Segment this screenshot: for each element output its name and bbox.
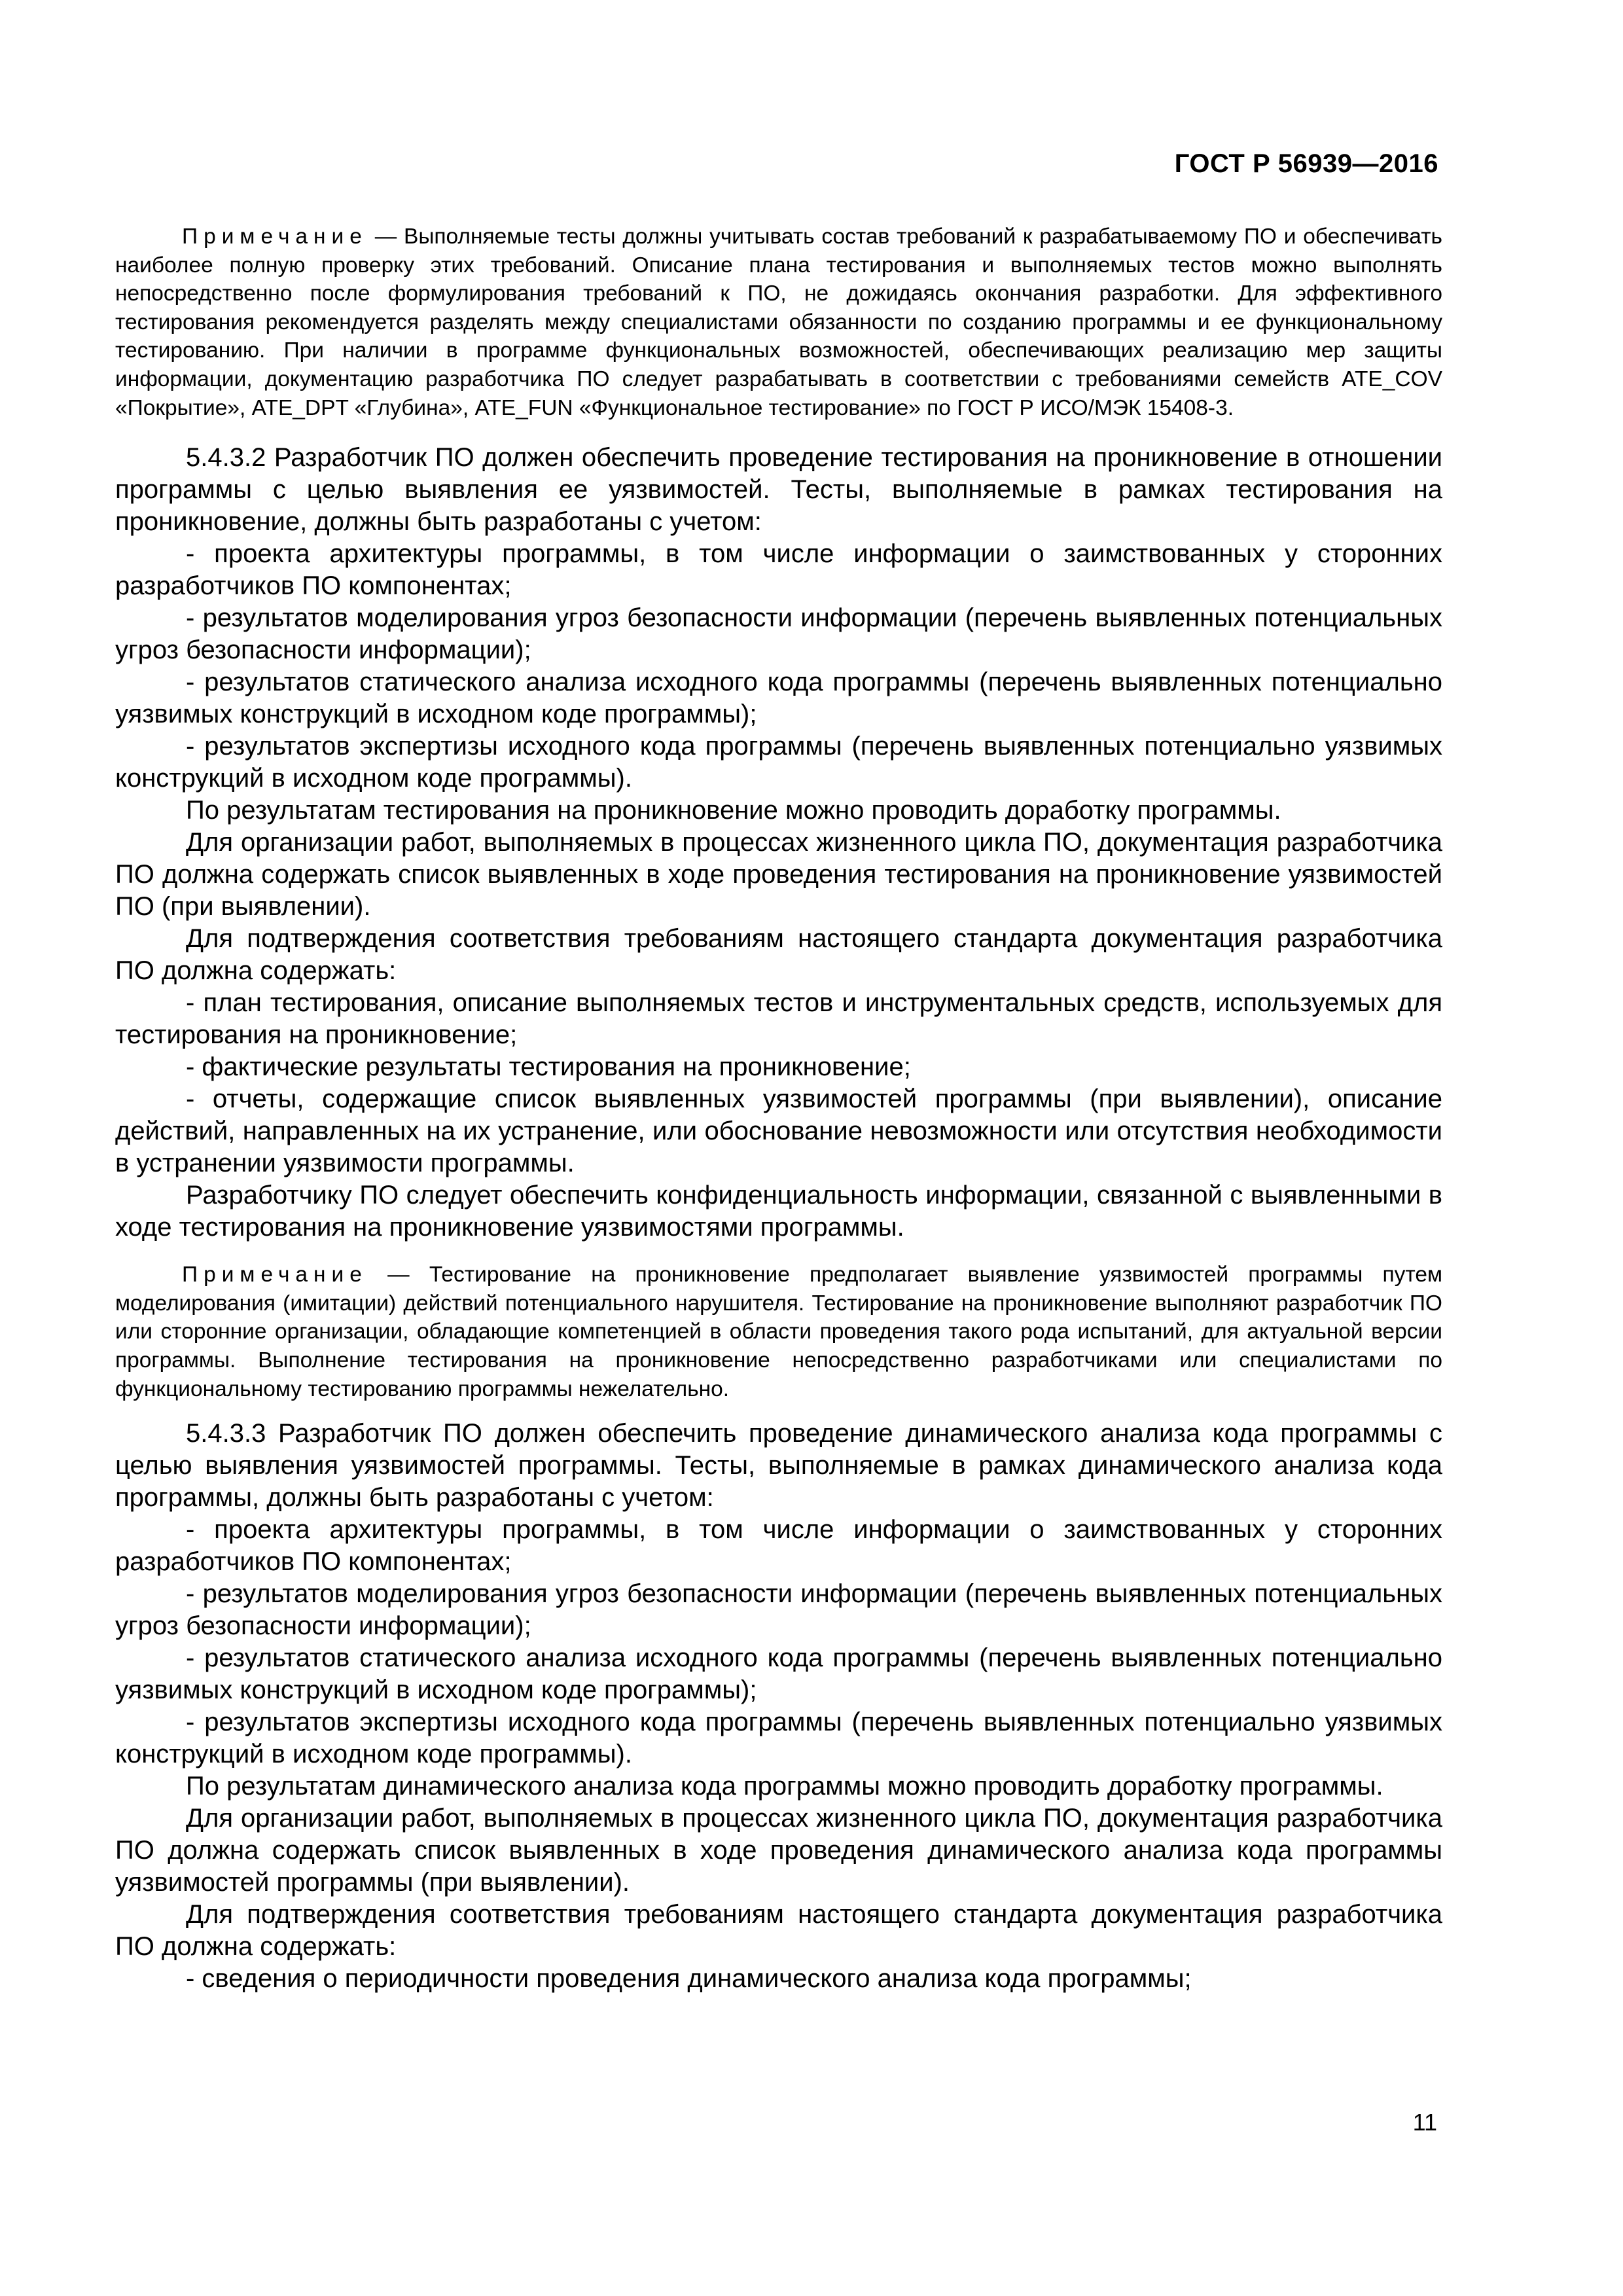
page-number: 11 xyxy=(1412,2109,1437,2136)
section-5433-intro: 5.4.3.3 Разработчик ПО должен обеспечить проведение динамического анализа кода программы с целью выявления уязвимостей программы. Тесты, выполняемые в рамках динамического анализа кода программы, должны быть разработаны с учетом: xyxy=(115,1419,1442,1513)
list-item: - фактические результаты тестирования на проникновение; xyxy=(186,1052,911,1082)
paragraph: По результатам динамического анализа кода программы можно проводить доработку программы. xyxy=(186,1772,1383,1801)
section-5432-intro: 5.4.3.2 Разработчик ПО должен обеспечить проведение тестирования на проникновение в отношении программы с целью выявления ее уязвимостей. Тесты, выполняемые в рамках тестирования на проникновение, должны быть разработаны с учетом: xyxy=(115,443,1442,537)
paragraph: Разработчику ПО следует обеспечить конфиденциальность информации, связанной с выявленными в ходе тестирования на проникновение уязвимостями программы. xyxy=(115,1181,1442,1242)
paragraph: Для организации работ, выполняемых в процессах жизненного цикла ПО, документация разработчика ПО должна содержать список выявленных в ходе проведения динамического анализа кода программы уязвимостей программы (при выявлении). xyxy=(115,1804,1442,1897)
list-item: - результатов экспертизы исходного кода программы (перечень выявленных потенциально уязвимых конструкций в исходном коде программы). xyxy=(115,1708,1442,1769)
paragraph: Для организации работ, выполняемых в процессах жизненного цикла ПО, документация разработчика ПО должна содержать список выявленных в ходе проведения тестирования на проникновение уязвимостей ПО (при выявлении). xyxy=(115,828,1442,922)
paragraph: Для подтверждения соответствия требованиям настоящего стандарта документация разработчика ПО должна содержать: xyxy=(115,1900,1442,1962)
note-text: — Тестирование на проникновение предполагает выявление уязвимостей программы путем моделирования (имитации) действий потенциального нарушителя. Тестирование на проникновение выполняют разработчик ПО или сторонние организации, обладающие компетенцией в области проведения такого рода испытаний, для актуальной версии программы. Выполнение тестирования на проникновение непосредственно разработчиками или специалистами по функциональному тестированию программы нежелательно. xyxy=(115,1263,1442,1401)
list-item: - результатов моделирования угроз безопасности информации (перечень выявленных потенциальных угроз безопасности информации); xyxy=(115,603,1442,665)
note-text: — Выполняемые тесты должны учитывать состав требований к разрабатываемому ПО и обеспечивать наиболее полную проверку этих требований. Описание плана тестирования и выполняемых тестов можно выполнять непосредственно после формулирования требований к ПО, не дожидаясь окончания разработки. Для эффективного тестирования рекомендуется разделять между специалистами обязанности по созданию программы и ее функциональному тестированию. При наличии в программе функциональных возможностей, обеспечивающих реализацию мер защиты информации, документацию разработчика ПО следует разрабатывать в соответствии с требованиями семейств ATE_COV «Покрытие», ATE_DPT «Глубина», ATE_FUN «Функциональное тестирование» по ГОСТ Р ИСО/МЭК 15408-3. xyxy=(115,224,1442,420)
page-content xyxy=(115,223,1442,1995)
note-1 xyxy=(115,223,1442,422)
note-label: Примечание xyxy=(182,224,368,249)
list-item: - проекта архитектуры программы, в том числе информации о заимствованных у сторонних разработчиков ПО компонентах; xyxy=(115,539,1442,601)
list-item: - результатов моделирования угроз безопасности информации (перечень выявленных потенциальных угроз безопасности информации); xyxy=(115,1579,1442,1641)
paragraph: Для подтверждения соответствия требованиям настоящего стандарта документация разработчика ПО должна содержать: xyxy=(115,924,1442,986)
list-item: - отчеты, содержащие список выявленных уязвимостей программы (при выявлении), описание действий, направленных на их устранение, или обоснование невозможности или отсутствия необходимости в устранении уязвимости программы. xyxy=(115,1085,1442,1178)
note-label: Примечание xyxy=(182,1263,368,1287)
list-item: - результатов экспертизы исходного кода программы (перечень выявленных потенциально уязвимых конструкций в исходном коде программы). xyxy=(115,732,1442,793)
note-2 xyxy=(115,1261,1442,1403)
list-item: - сведения о периодичности проведения динамического анализа кода программы; xyxy=(186,1964,1192,1994)
document-header: ГОСТ Р 56939—2016 xyxy=(1174,149,1438,178)
list-item: - проекта архитектуры программы, в том числе информации о заимствованных у сторонних разработчиков ПО компонентах; xyxy=(115,1515,1442,1577)
list-item: - результатов статического анализа исходного кода программы (перечень выявленных потенциально уязвимых конструкций в исходном коде программы); xyxy=(115,668,1442,729)
list-item: - результатов статического анализа исходного кода программы (перечень выявленных потенциально уязвимых конструкций в исходном коде программы); xyxy=(115,1643,1442,1705)
paragraph: По результатам тестирования на проникновение можно проводить доработку программы. xyxy=(186,796,1281,825)
list-item: - план тестирования, описание выполняемых тестов и инструментальных средств, используемых для тестирования на проникновение; xyxy=(115,988,1442,1050)
